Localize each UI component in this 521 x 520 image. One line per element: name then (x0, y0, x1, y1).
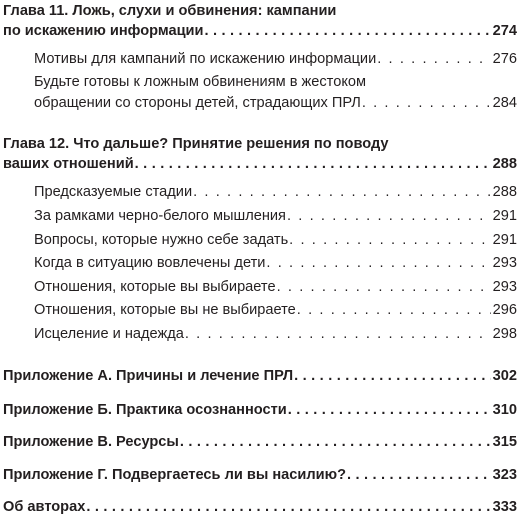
toc-appendix (3, 402, 517, 418)
toc-item-label: Предсказуемые стадии (34, 184, 193, 200)
toc-appendix (3, 368, 517, 384)
chapter-11-title-line-1: Глава 11. Ложь, слухи и обвинения: кампании (3, 3, 337, 19)
dot-leader (185, 326, 491, 342)
dot-leader (205, 23, 491, 39)
toc-appendix-label: Приложение А. Причины и лечение ПРЛ (3, 368, 294, 384)
dot-leader (287, 208, 491, 224)
dot-leader (362, 95, 491, 111)
dot-leader (180, 434, 491, 450)
toc-item-page: 288 (492, 184, 517, 200)
toc-item-label: Отношения, которые вы не выбираете (34, 302, 296, 318)
toc-appendix (3, 499, 517, 515)
dot-leader (86, 499, 490, 515)
dot-leader (277, 279, 491, 295)
toc-item-label: Вопросы, которые нужно себе задать (34, 232, 289, 248)
chapter-11-page: 274 (492, 23, 517, 39)
toc-appendix-label: Об авторах (3, 499, 86, 515)
dot-leader (297, 302, 491, 318)
toc-item-label: Отношения, которые вы выбираете (34, 279, 276, 295)
toc-item-label-line-1: Будьте готовы к ложным обвинениям в жестоком (34, 74, 367, 90)
toc-appendix-page: 323 (492, 467, 517, 483)
toc-item (34, 255, 517, 271)
toc-item-label: За рамками черно-белого мышления (34, 208, 286, 224)
toc-item (34, 95, 517, 111)
toc-item (34, 184, 517, 200)
dot-leader (135, 156, 491, 172)
toc-appendix (3, 467, 517, 483)
dot-leader (288, 402, 491, 418)
toc-item-label: Исцеление и надежда (34, 326, 184, 342)
dot-leader (289, 232, 490, 248)
toc-appendix-label: Приложение Г. Подвергаетесь ли вы насилию? (3, 467, 347, 483)
toc-item (34, 326, 517, 342)
toc-item-label: Когда в ситуацию вовлечены дети (34, 255, 266, 271)
dot-leader (266, 255, 490, 271)
toc-appendix (3, 434, 517, 450)
toc-item-page: 293 (492, 279, 517, 295)
toc-item-label-line-2: обращении со стороны детей, страдающих ПРЛ (34, 95, 361, 111)
toc-item-page: 296 (492, 302, 517, 318)
toc-appendix-page: 310 (492, 402, 517, 418)
toc-item-page: 276 (492, 51, 517, 67)
dot-leader (377, 51, 490, 67)
toc-item-page: 298 (492, 326, 517, 342)
toc-appendix-label: Приложение Б. Практика осознанности (3, 402, 287, 418)
toc-item (34, 232, 517, 248)
toc-appendix-label: Приложение В. Ресурсы (3, 434, 179, 450)
toc-item-page: 291 (492, 208, 517, 224)
toc-item (34, 208, 517, 224)
dot-leader (347, 467, 491, 483)
toc-appendix-page: 333 (492, 499, 517, 515)
toc-appendix-page: 302 (492, 368, 517, 384)
toc-item-page: 293 (492, 255, 517, 271)
toc-item (34, 51, 517, 67)
dot-leader (193, 184, 491, 200)
chapter-11-title-line-2-row (3, 23, 517, 39)
toc-item-page: 284 (492, 95, 517, 111)
toc-item-label: Мотивы для кампаний по искажению информации (34, 51, 377, 67)
chapter-12-title-line-1: Глава 12. Что дальше? Принятие решения по поводу (3, 136, 389, 152)
toc-appendix-page: 315 (492, 434, 517, 450)
toc-item (34, 302, 517, 318)
toc-item-page: 291 (492, 232, 517, 248)
chapter-11-title-line-2: по искажению информации (3, 23, 204, 39)
chapter-12-title-line-2: ваших отношений (3, 156, 134, 172)
dot-leader (294, 368, 490, 384)
chapter-12-page: 288 (492, 156, 517, 172)
toc-item (34, 279, 517, 295)
chapter-12-title-line-2-row (3, 156, 517, 172)
